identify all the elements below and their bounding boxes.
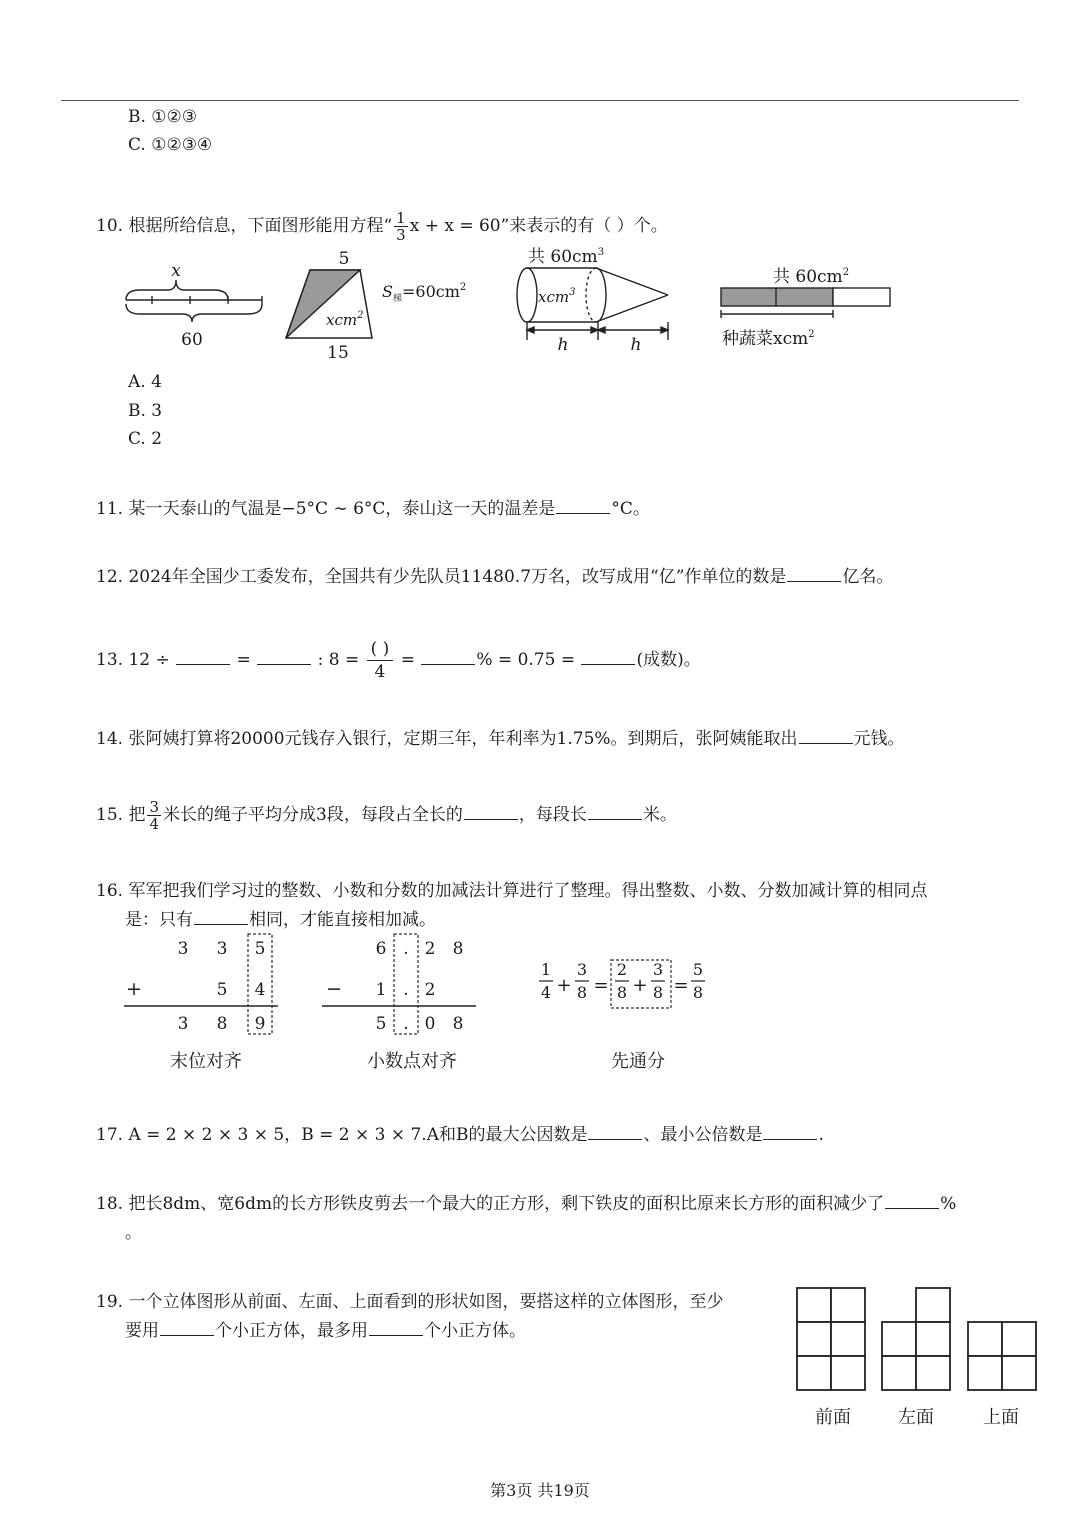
svg-text:4: 4 xyxy=(254,980,266,1000)
q19-caption-top: 上面 xyxy=(983,1407,1019,1428)
svg-text:5: 5 xyxy=(216,980,228,1000)
q16-fig2-caption: 小数点对齐 xyxy=(367,1051,457,1072)
q16-blank[interactable] xyxy=(194,910,248,925)
q10-fig4-strip xyxy=(721,288,890,318)
header-rule xyxy=(61,100,1019,101)
q16-fig3-fraction-add xyxy=(539,960,705,1072)
q12: 12. 2024年全国少工委发布，全国共有少先队员11480.7万名，改写成用“亿”作单位的数是 亿名。 xyxy=(96,567,894,587)
svg-text:2: 2 xyxy=(616,960,628,979)
q10-fig4-top: 共 $60cm^2$ xyxy=(773,267,850,287)
q13-blank-1[interactable] xyxy=(176,650,230,665)
svg-text:8: 8 xyxy=(452,939,464,959)
svg-text:1: 1 xyxy=(540,960,552,979)
q16-fig2-decimal-sub xyxy=(322,934,476,1072)
q10-option-b[interactable]: B. 3 xyxy=(128,401,163,421)
q17: 17. A = 2 × 2 × 3 × 5，B = 2 × 3 × 7.A和B的最大公因数是 、最小公倍数是 . xyxy=(96,1125,824,1145)
q10-fig1-top: x xyxy=(171,261,181,281)
q16-line1: 16. 军军把我们学习过的整数、小数和分数的加减法计算进行了整理。得出整数、小数、分数加减计算的相同点 xyxy=(96,881,928,901)
q17-blank-2[interactable] xyxy=(763,1125,817,1140)
svg-text:+: + xyxy=(632,975,648,996)
q13-fraction: $\frac{( )}{4}$ xyxy=(367,638,394,683)
q10-fraction: $\frac{1}{3}$ xyxy=(396,209,406,244)
q11-blank[interactable] xyxy=(556,499,610,514)
q10-fig2-inner: xcm$^2$ xyxy=(326,310,364,329)
svg-text:2: 2 xyxy=(424,980,436,1000)
svg-text:+: + xyxy=(556,975,572,996)
q9-option-b[interactable]: B. ①②③ xyxy=(128,107,198,127)
q16-fig3-caption: 先通分 xyxy=(611,1051,665,1072)
svg-text:5: 5 xyxy=(692,960,704,979)
q13-blank-3[interactable] xyxy=(421,650,475,665)
q10-fig1-bottom: 60 xyxy=(181,330,203,350)
svg-text:2: 2 xyxy=(424,939,436,959)
q19-line1: 19. 一个立体图形从前面、左面、上面看到的形状如图，要搭这样的立体图形，至少 xyxy=(96,1292,724,1312)
svg-text:5: 5 xyxy=(375,1014,387,1034)
svg-text:8: 8 xyxy=(616,983,628,1002)
q11: 11. 某一天泰山的气温是−5°C ∼ 6°C，泰山这一天的温差是 °C。 xyxy=(96,499,650,519)
q16-fig1-integer-add xyxy=(124,934,278,1072)
q19-blank-1[interactable] xyxy=(160,1321,214,1336)
q15: 15. 把 $\frac{3}{4}$ 米长的绳子平均分成3段，每段占全长的 ，每段长 米。 xyxy=(96,798,677,833)
q19-blank-2[interactable] xyxy=(369,1321,423,1336)
q15-blank-2[interactable] xyxy=(588,805,642,820)
q10-option-c[interactable]: C. 2 xyxy=(128,429,163,449)
q19-views xyxy=(790,1282,1046,1432)
svg-text:=: = xyxy=(673,975,689,996)
svg-text:8: 8 xyxy=(576,983,588,1002)
svg-text:.: . xyxy=(403,1014,409,1034)
svg-text:9: 9 xyxy=(254,1014,266,1034)
svg-text:8: 8 xyxy=(652,983,664,1002)
q18-tail: 。 xyxy=(125,1223,142,1243)
q19-top-view xyxy=(968,1322,1036,1390)
svg-text:3: 3 xyxy=(177,1014,189,1034)
q19-front-view xyxy=(797,1288,865,1390)
q14: 14. 张阿姨打算将20000元钱存入银行，定期三年，年利率为1.75%。到期后，张阿姨能取出 元钱。 xyxy=(96,729,905,749)
q13-blank-2[interactable] xyxy=(257,650,311,665)
q10-fig2-bottom: 15 xyxy=(327,343,349,362)
q19-caption-front: 前面 xyxy=(815,1407,851,1428)
svg-text:3: 3 xyxy=(216,939,228,959)
svg-text:0: 0 xyxy=(424,1014,436,1034)
q13-blank-4[interactable] xyxy=(581,650,635,665)
svg-text:8: 8 xyxy=(216,1014,228,1034)
svg-text:5: 5 xyxy=(254,939,266,959)
q10-fig3-top: 共 $60cm^3$ xyxy=(528,247,605,267)
svg-text:−: − xyxy=(326,978,342,1000)
q10-figures xyxy=(110,242,910,362)
svg-text:.: . xyxy=(403,980,409,1000)
svg-text:3: 3 xyxy=(177,939,189,959)
q14-blank[interactable] xyxy=(799,729,853,744)
svg-text:3: 3 xyxy=(652,960,664,979)
svg-text:+: + xyxy=(126,978,142,1000)
svg-text:3: 3 xyxy=(576,960,588,979)
q19-line2: 要用 个小正方体，最多用 个小正方体。 xyxy=(125,1321,526,1341)
q19-left-view xyxy=(882,1288,950,1390)
q16-figures xyxy=(115,928,735,1078)
q16-line2: 是：只有 相同，才能直接相加减。 xyxy=(125,910,436,930)
q10-fig4-bottom: 种蔬菜xcm$^2$ xyxy=(722,329,815,349)
q18: 18. 把长8dm、宽6dm的长方形铁皮剪去一个最大的正方形，剩下铁皮的面积比原来长方形的面积减少了 % xyxy=(96,1194,957,1214)
q10-fig1-segment xyxy=(126,280,262,322)
svg-text:6: 6 xyxy=(375,939,387,959)
svg-text:8: 8 xyxy=(452,1014,464,1034)
svg-text:.: . xyxy=(403,939,409,959)
q15-fraction: $\frac{3}{4}$ xyxy=(149,798,159,833)
q17-blank-1[interactable] xyxy=(588,1125,642,1140)
q15-blank-1[interactable] xyxy=(464,805,518,820)
svg-text:1: 1 xyxy=(375,980,387,1000)
q10-fig2-area: $S_梯=60cm^2$ xyxy=(382,282,467,304)
q16-fig1-caption: 末位对齐 xyxy=(170,1051,242,1072)
page-footer: 第3页 共19页 xyxy=(490,1481,590,1500)
svg-text:=: = xyxy=(593,975,609,996)
svg-text:8: 8 xyxy=(692,983,704,1002)
svg-text:4: 4 xyxy=(540,983,552,1002)
q9-option-c[interactable]: C. ①②③④ xyxy=(128,135,213,155)
q10-option-a[interactable]: A. 4 xyxy=(128,372,162,392)
q10-fig3-inner: xcm$^3$ xyxy=(538,287,576,306)
q12-blank[interactable] xyxy=(787,567,841,582)
q10-fig2-top: 5 xyxy=(338,249,350,269)
q19-caption-left: 左面 xyxy=(898,1407,934,1428)
q13: 13. 12 ÷ = : 8 = $\frac{( )}{4}$ = % = 0.75 = (成数)。 xyxy=(96,639,701,682)
q10-fig3-h1: h xyxy=(557,335,569,355)
q10-fig3-h2: h xyxy=(630,335,642,355)
q18-blank[interactable] xyxy=(885,1194,939,1209)
q10-stem: 10. 根据所给信息，下面图形能用方程“ $\frac{1}{3}$ x + x = 60”来表示的有（ ）个。 xyxy=(96,209,668,244)
